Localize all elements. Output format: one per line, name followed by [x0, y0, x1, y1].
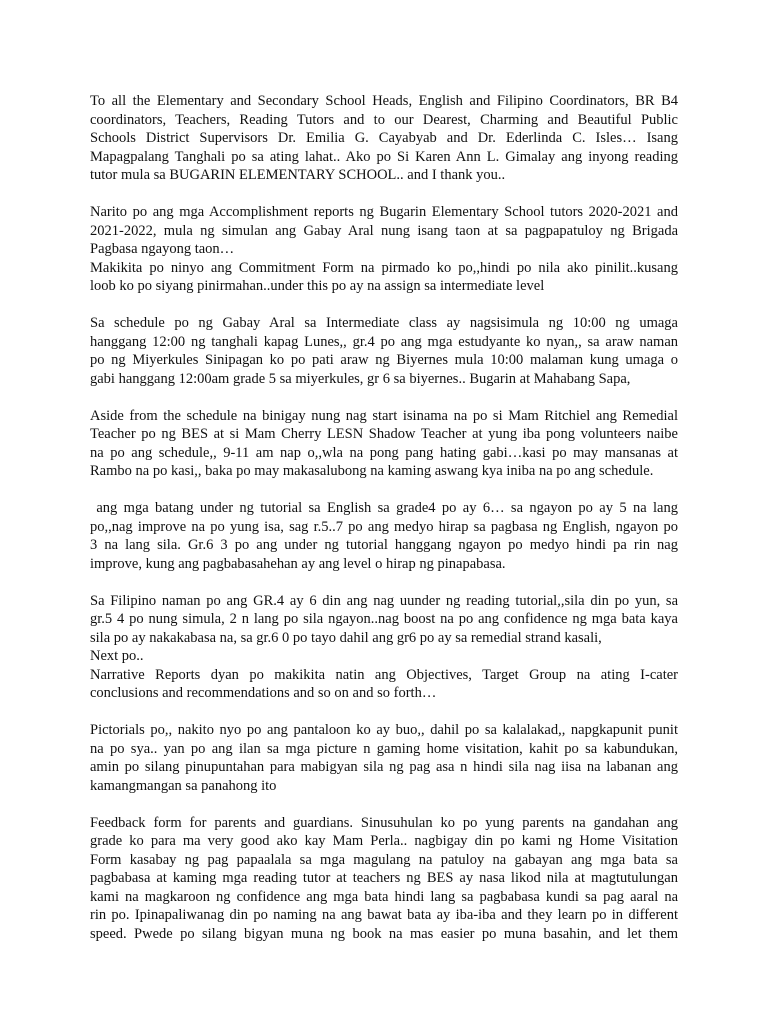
- text-line: kamangmangan sa panahong ito: [90, 777, 277, 794]
- text-line: Rambo na po kasi,, baka po may makasalubong na kaming aswang kya iniba na po ang schedule.: [90, 463, 654, 479]
- paragraph-schedule: [90, 314, 678, 388]
- document-page: [90, 92, 678, 943]
- text-line: pagbabasa at kaming mga reading tutor at teachers ng BES ay nasa likod nila at magtutulungan: [90, 870, 678, 886]
- text-line: Teacher po ng BES at si Mam Cherry LESN Shadow Teacher at yung iba pong volunteers naibe: [90, 426, 678, 442]
- text-line: tutor mula sa BUGARIN ELEMENTARY SCHOOL.. and I thank you..: [90, 167, 506, 183]
- paragraph-greeting: [90, 92, 678, 185]
- text-line: Sa schedule po ng Gabay Aral sa Intermediate class ay nagsisimula ng 10:00 ng umaga: [90, 315, 678, 331]
- text-line: Form kasabay ng pag papaalala sa mga magulang na patuloy na gabayan ang mga bata sa: [90, 851, 678, 868]
- text-line: grade ko para ma very good ako kay Mam Perla.. nagbigay din po kami ng Home Visitation: [90, 833, 678, 849]
- text-line: kami na magkaroon ng confidence ang mga bata hindi lang sa pagbabasa kundi sa pag aaral na: [90, 888, 678, 905]
- text-line: speed. Pwede po silang bigyan muna ng book na mas easier po muna basahin, and let them: [90, 925, 678, 942]
- paragraph-english-tutorial: [90, 499, 678, 573]
- text-line: Mapagpalang Tanghali po sa ating lahat.. Ako po Si Karen Ann L. Gimalay ang inyong reading: [90, 148, 678, 165]
- text-line: po,,nag improve na po yung isa, sag r.5..7 po ang medyo hirap sa pagbasa ng English, ngayon po: [90, 518, 678, 535]
- paragraph-accomplishment-reports: [90, 203, 678, 296]
- text-line: Schools District Supervisors Dr. Emilia G. Cayabyab and Dr. Ederlinda C. Isles… Isang: [90, 130, 678, 146]
- text-line: loob ko po siyang pinirmahan..under this po ay na assign sa intermediate level: [90, 278, 545, 294]
- text-line: po ng Miyerkules Sinipagan ko po pati araw ng Biyernes mula 10:00 malaman kung umaga o: [90, 352, 678, 368]
- text-line: na po ang schedule,, 9-11 am nap o,,wla na pong pang hating gabi…kasi po may mansanas at: [90, 444, 678, 461]
- text-line: gabi hanggang 12:00am grade 5 sa miyerkules, gr 6 sa biyernes.. Bugarin at Mahabang Sapa,: [90, 370, 631, 387]
- text-line: sila po ay nakakabasa na, sa gr.6 0 po tayo dahil ang gr6 po ay sa remedial strand kasali,: [90, 629, 602, 646]
- text-line: Aside from the schedule na binigay nung nag start isinama na po si Mam Ritchiel ang Remedial: [90, 407, 678, 424]
- text-line: To all the Elementary and Secondary School Heads, English and Filipino Coordinators, BR B4: [90, 93, 678, 109]
- text-line: amin po silang pinupuntahan para mabigyan sila ng pag asa n hindi sila nag iisa na labanan ang: [90, 759, 678, 775]
- text-line: coordinators, Teachers, Reading Tutors and to our Dearest, Charming and Beautiful Public: [90, 111, 678, 128]
- text-line: improve, kung ang pagbabasahehan ay ang level o hirap ng pinapabasa.: [90, 555, 506, 572]
- text-line: rin po. Ipinapaliwanag din po naming na ang bawat bata ay iba-iba and they learn po in different: [90, 907, 678, 923]
- paragraph-pictorials: [90, 721, 678, 795]
- text-line: na po sya.. yan po ang ilan sa mga picture n gaming home visitation, kahit po sa kabundukan,: [90, 740, 678, 757]
- text-line: ang mga batang under ng tutorial sa English sa grade4 po ay 6… sa ngayon po ay 5 na lang: [90, 500, 678, 516]
- paragraph-feedback-form: [90, 814, 678, 944]
- text-line: Makikita po ninyo ang Commitment Form na pirmado ko po,,hindi po nila ako pinilit..kusang: [90, 259, 678, 276]
- text-line: Sa Filipino naman po ang GR.4 ay 6 din ang nag uunder ng reading tutorial,,sila din po yun, sa: [90, 592, 678, 609]
- text-line: Narito po ang mga Accomplishment reports ng Bugarin Elementary School tutors 2020-2021 and: [90, 204, 678, 220]
- text-line: Next po..: [90, 648, 144, 664]
- paragraph-filipino-tutorial: [90, 592, 678, 703]
- text-line: hanggang 12:00 ng tanghali kapag Lunes,, gr.4 po ang mga estudyante ko nyan,, sa araw naman: [90, 333, 678, 350]
- paragraph-schedule-change: [90, 407, 678, 481]
- text-line: 3 na lang sila. Gr.6 3 po ang under ng tutorial hanggang ngayon po medyo hindi pa rin nag: [90, 537, 678, 553]
- text-line: 2021-2022, mula ng simulan ang Gabay Aral nung isang taon at sa pagpapatuloy ng Brigada: [90, 222, 678, 239]
- text-line: Narrative Reports dyan po makikita natin ang Objectives, Target Group na ating I-cater: [90, 666, 678, 683]
- text-line: Feedback form for parents and guardians. Sinusuhulan ko po yung parents na gandahan ang: [90, 814, 678, 831]
- text-line: gr.5 4 po nung simula, 2 n lang po sila ngayon..nag boost na po ang confidence ng mga bata kaya: [90, 611, 678, 627]
- text-line: Pagbasa ngayong taon…: [90, 241, 235, 257]
- text-line: conclusions and recommendations and so on and so forth…: [90, 685, 437, 701]
- text-line: Pictorials po,, nakito nyo po ang pantaloon ko ay buo,, dahil po sa kalalakad,, napgkapunit punit: [90, 722, 678, 738]
